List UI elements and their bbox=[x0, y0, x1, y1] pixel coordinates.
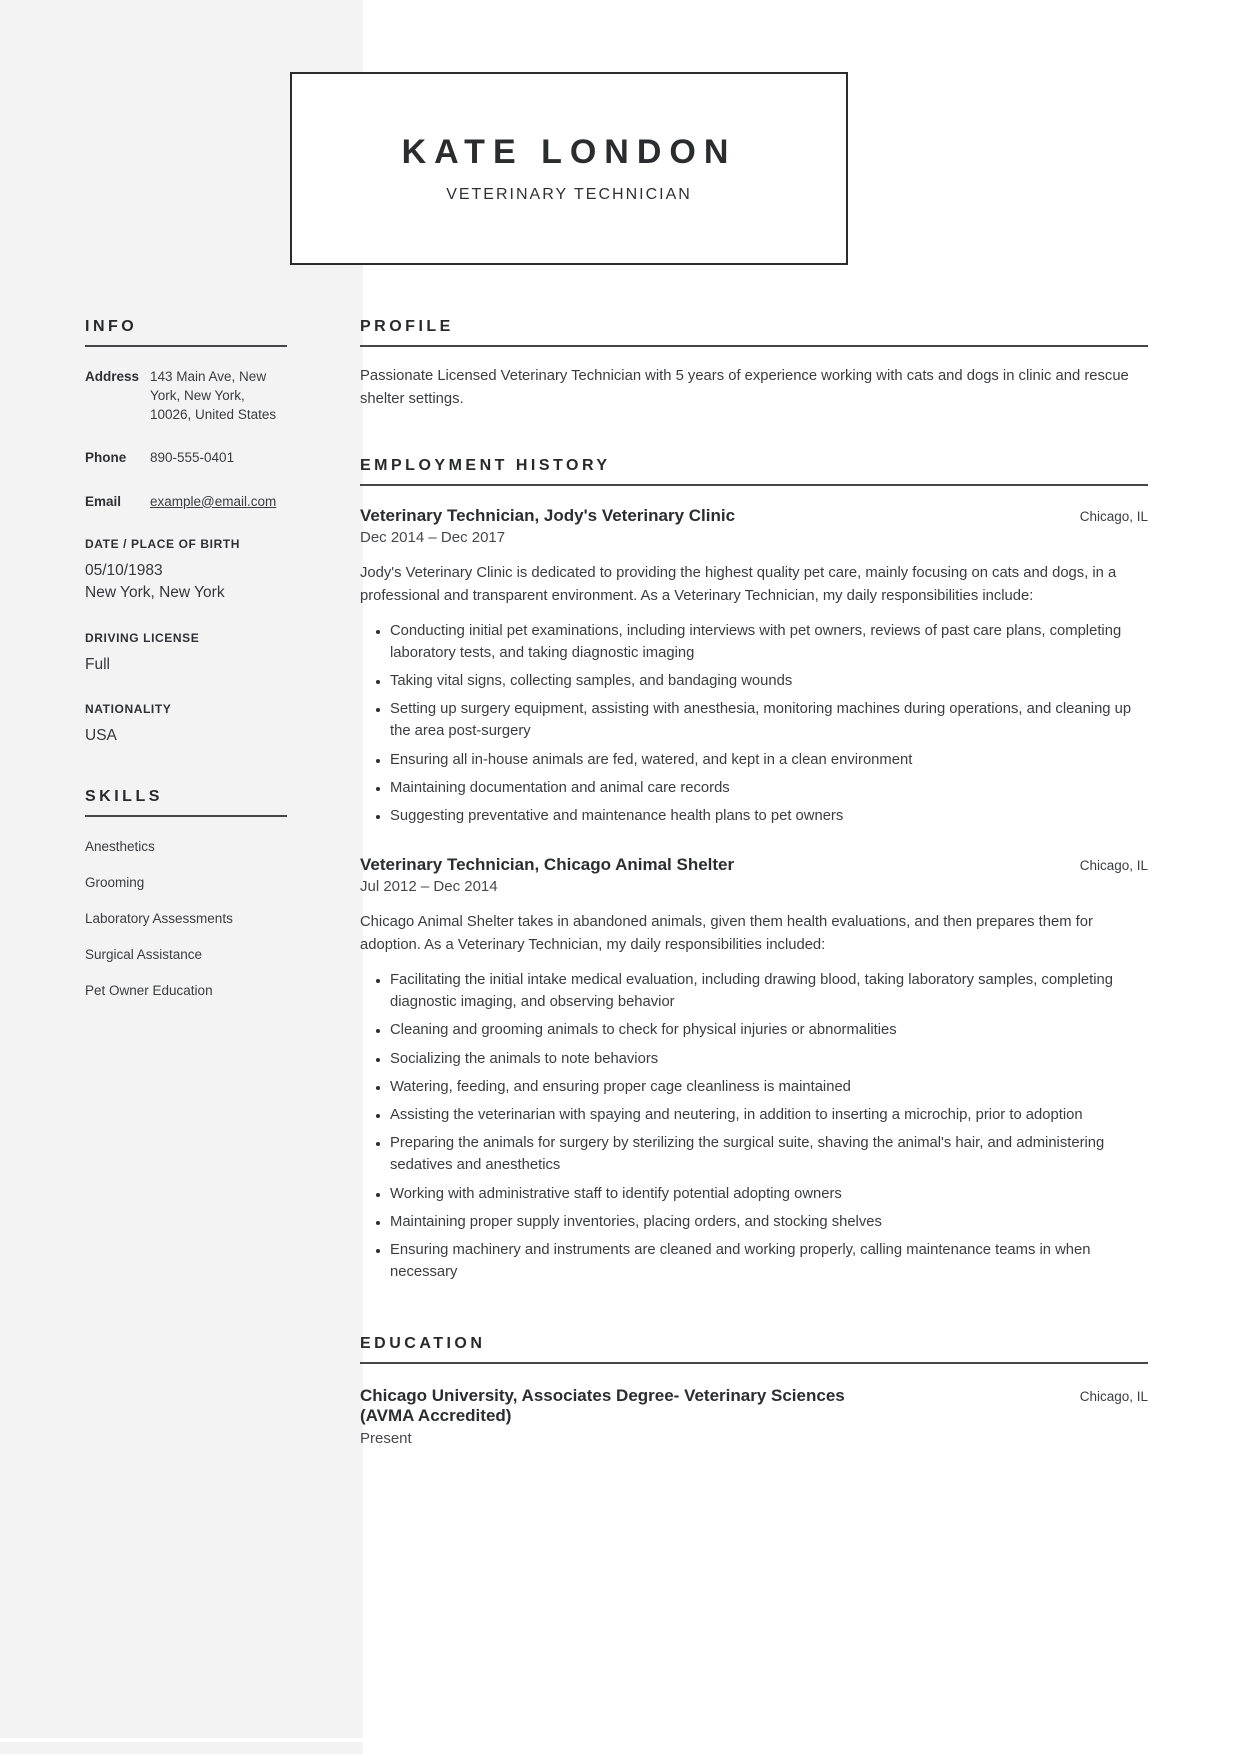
job-bullet: • Socializing the animals to note behaviors bbox=[390, 1048, 1148, 1070]
skill-item: Anesthetics bbox=[85, 838, 155, 854]
education-heading: EDUCATION bbox=[360, 1335, 486, 1353]
job-bullet: • Maintaining documentation and animal care records bbox=[390, 777, 1148, 799]
job-bullet: • Ensuring all in-house animals are fed, watered, and kept in a clean environment bbox=[390, 749, 1148, 771]
phone-label: Phone bbox=[85, 450, 127, 466]
job-bullet: • Watering, feeding, and ensuring proper cage cleanliness is maintained bbox=[390, 1076, 1148, 1098]
dob-heading: DATE / PLACE OF BIRTH bbox=[85, 536, 241, 551]
profile-heading-rule bbox=[360, 345, 1148, 347]
nationality-heading: NATIONALITY bbox=[85, 702, 172, 717]
job-dates: Dec 2014 – Dec 2017 bbox=[360, 528, 506, 546]
nationality-value: USA bbox=[85, 727, 117, 745]
job-bullet: • Facilitating the initial intake medical evaluation, including drawing blood, taking laboratory samples, completing diagnostic imaging, and observing behavior bbox=[390, 969, 1148, 1013]
education-entry bbox=[360, 1386, 1148, 1447]
job-bullet: • Cleaning and grooming animals to check for physical injuries or abnormalities bbox=[390, 1019, 1148, 1041]
job-bullet: • Preparing the animals for surgery by sterilizing the surgical suite, shaving the animal's hair, and administering sedatives and anesthetics bbox=[390, 1132, 1148, 1176]
info-heading: INFO bbox=[85, 318, 138, 335]
job-bullet: • Working with administrative staff to identify potential adopting owners bbox=[390, 1183, 1148, 1205]
email-row bbox=[85, 492, 287, 511]
person-job-title: VETERINARY TECHNICIAN bbox=[446, 186, 692, 203]
job-title: Veterinary Technician, Chicago Animal Shelter bbox=[360, 855, 735, 875]
skills-heading: SKILLS bbox=[85, 787, 163, 805]
job-location: Chicago, IL bbox=[1079, 508, 1148, 524]
job-description: Chicago Animal Shelter takes in abandoned animals, given them health evaluations, and then prepares them for adoption. As a Veterinary Technician, my daily responsibilities included: bbox=[360, 914, 1093, 954]
info-heading-rule bbox=[85, 345, 287, 347]
employment-heading: EMPLOYMENT HISTORY bbox=[360, 456, 611, 474]
job-bullet: • Setting up surgery equipment, assisting with anesthesia, monitoring machines during operations, and cleaning up the area post-surgery bbox=[390, 698, 1148, 742]
job-bullet: • Maintaining proper supply inventories, placing orders, and stocking shelves bbox=[390, 1211, 1148, 1233]
address-row bbox=[85, 367, 287, 424]
job-bullet: • Ensuring machinery and instruments are cleaned and working properly, calling maintenance teams in when necessary bbox=[390, 1239, 1148, 1283]
job-bullet-list bbox=[360, 620, 1148, 828]
job-bullet: • Assisting the veterinarian with spaying and neutering, in addition to inserting a microchip, prior to adoption bbox=[390, 1104, 1148, 1126]
email-label: Email bbox=[85, 493, 122, 509]
skill-item: Surgical Assistance bbox=[85, 946, 203, 962]
profile-section bbox=[360, 318, 1148, 411]
job-description: Jody's Veterinary Clinic is dedicated to providing the highest quality pet care, mainly focusing on cats and dogs, in a professional and transparent environment. As a Veterinary Technician, my daily responsibilities include: bbox=[360, 564, 1117, 604]
profile-text: Passionate Licensed Veterinary Technician with 5 years of experience working with cats and dogs in clinic and rescue shelter settings. bbox=[360, 368, 1129, 407]
profile-heading: PROFILE bbox=[360, 318, 454, 335]
dob-place: New York, New York bbox=[85, 584, 225, 602]
page-break-seam bbox=[0, 1738, 363, 1742]
job-location: Chicago, IL bbox=[1079, 858, 1148, 874]
skill-item: Laboratory Assessments bbox=[85, 910, 233, 926]
email-link[interactable]: example@email.com bbox=[150, 493, 277, 509]
job-entry bbox=[360, 506, 1148, 827]
address-value: 143 Main Ave, New York, New York, 10026, United States bbox=[150, 369, 277, 423]
education-title-row bbox=[360, 1386, 1148, 1426]
sidebar bbox=[85, 318, 287, 998]
skills-heading-rule bbox=[85, 815, 287, 817]
education-heading-rule bbox=[360, 1362, 1148, 1364]
phone-value: 890-555-0401 bbox=[150, 450, 235, 466]
skill-item: Pet Owner Education bbox=[85, 982, 213, 998]
job-bullet: • Taking vital signs, collecting samples, and bandaging wounds bbox=[390, 670, 1148, 692]
job-title-row bbox=[360, 855, 1148, 875]
header-name-box bbox=[290, 72, 848, 265]
job-bullet-list bbox=[360, 969, 1148, 1283]
driving-license-value: Full bbox=[85, 655, 110, 673]
education-location: Chicago, IL bbox=[1079, 1389, 1148, 1405]
job-bullet: • Conducting initial pet examinations, including interviews with pet owners, reviews of past care plans, completing laboratory tests, and taking diagnostic imaging bbox=[390, 620, 1148, 664]
job-bullet: • Suggesting preventative and maintenance health plans to pet owners bbox=[390, 805, 1148, 827]
dob-date: 05/10/1983 bbox=[85, 561, 163, 579]
skill-item: Grooming bbox=[85, 874, 145, 890]
employment-heading-rule bbox=[360, 484, 1148, 486]
skills-section bbox=[85, 788, 287, 998]
info-rows bbox=[85, 367, 287, 511]
person-name: KATE LONDON bbox=[401, 133, 737, 171]
phone-row bbox=[85, 448, 287, 467]
info-section bbox=[85, 318, 287, 748]
job-dates: Jul 2012 – Dec 2014 bbox=[360, 878, 498, 896]
job-title-row bbox=[360, 506, 1148, 526]
job-entry bbox=[360, 855, 1148, 1283]
driving-license-heading: DRIVING LICENSE bbox=[85, 630, 200, 645]
skills-list bbox=[85, 839, 287, 998]
address-label: Address bbox=[85, 369, 140, 384]
employment-section bbox=[360, 457, 1148, 1283]
main-column bbox=[360, 318, 1148, 1447]
education-section bbox=[360, 1335, 1148, 1447]
job-title: Veterinary Technician, Jody's Veterinary Clinic bbox=[360, 505, 736, 525]
education-dates: Present bbox=[360, 1430, 412, 1448]
education-title: Chicago University, Associates Degree- Veterinary Sciences (AVMA Accredited) bbox=[360, 1386, 845, 1426]
dob-value bbox=[85, 560, 287, 605]
